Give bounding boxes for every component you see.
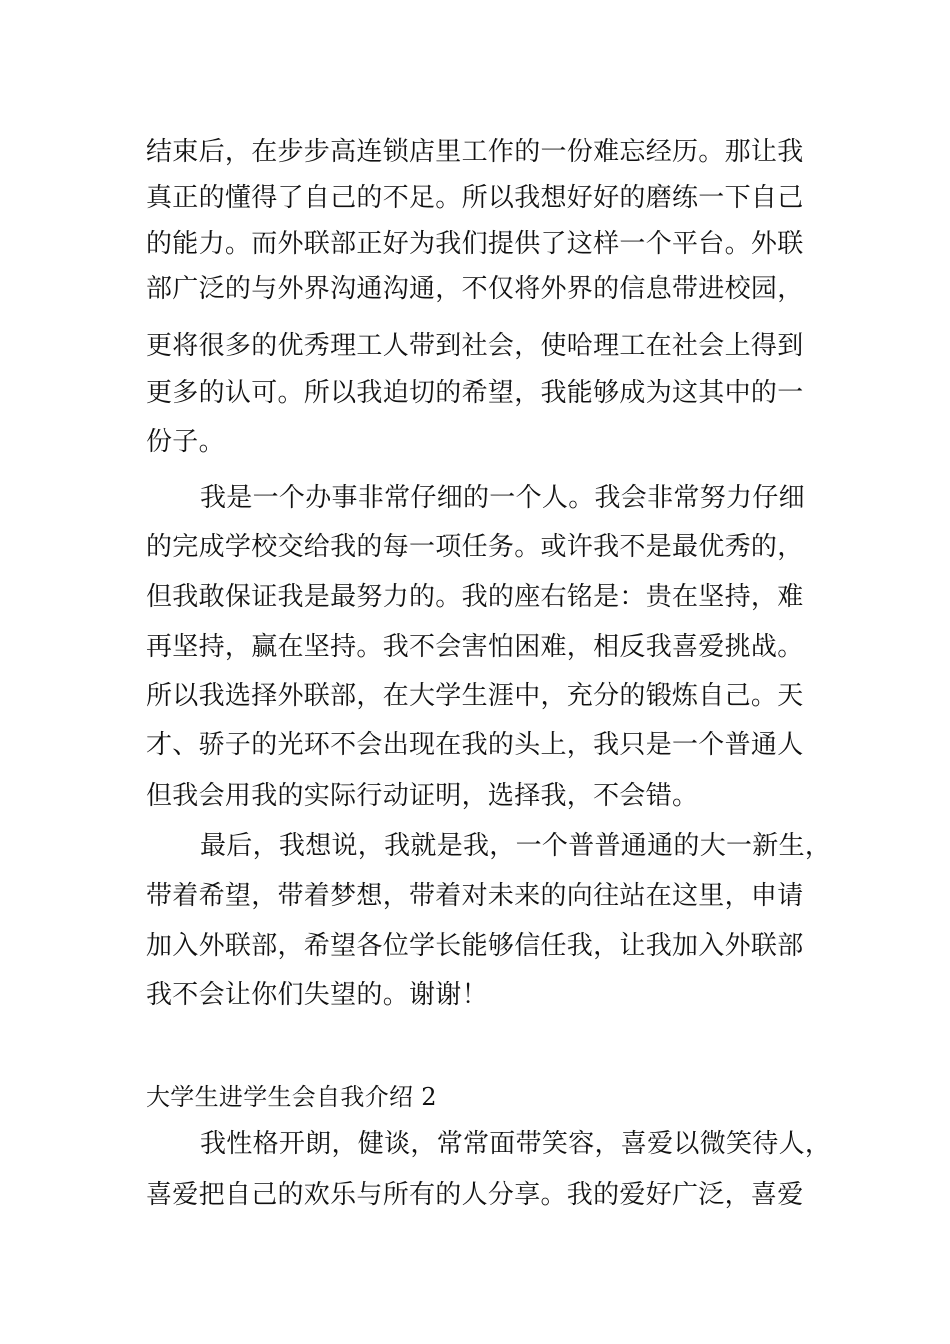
text-line: 喜爱把自己的欢乐与所有的人分享。我的爱好广泛，喜爱 <box>146 1180 804 1210</box>
text-line: 但我敢保证我是最努力的。我的座右铭是：贵在坚持，难 <box>146 582 804 612</box>
text-line: 所以我选择外联部，在大学生涯中，充分的锻炼自己。天 <box>146 681 804 711</box>
text-line: 更将很多的优秀理工人带到社会，使哈理工在社会上得到 <box>146 331 804 361</box>
text-line: 再坚持，赢在坚持。我不会害怕困难，相反我喜爱挑战。 <box>146 632 804 662</box>
text-line: 真正的懂得了自己的不足。所以我想好好的磨练一下自己 <box>146 183 804 213</box>
text-line: 才、骄子的光环不会出现在我的头上，我只是一个普通人 <box>146 730 804 760</box>
text-line: 更多的认可。所以我迫切的希望，我能够成为这其中的一 <box>146 378 804 408</box>
text-line: 部广泛的与外界沟通沟通，不仅将外界的信息带进校园， <box>146 274 804 304</box>
text-line: 但我会用我的实际行动证明，选择我，不会错。 <box>146 781 699 811</box>
text-line: 的能力。而外联部正好为我们提供了这样一个平台。外联 <box>146 229 804 259</box>
text-line: 带着希望，带着梦想，带着对未来的向往站在这里，申请 <box>146 881 804 911</box>
text-line: 的完成学校交给我的每一项任务。或许我不是最优秀的， <box>146 532 804 562</box>
text-line: 我不会让你们失望的。谢谢！ <box>146 980 488 1010</box>
text-line: 我是一个办事非常仔细的一个人。我会非常努力仔细 <box>200 483 805 513</box>
text-line: 最后，我想说，我就是我，一个普普通通的大一新生， <box>200 831 832 861</box>
section-title: 大学生进学生会自我介绍 2 <box>146 1083 437 1111</box>
text-line: 我性格开朗，健谈，常常面带笑容，喜爱以微笑待人， <box>200 1129 832 1159</box>
text-line: 份子。 <box>146 427 225 457</box>
text-line: 结束后，在步步高连锁店里工作的一份难忘经历。那让我 <box>146 137 804 167</box>
text-line: 加入外联部，希望各位学长能够信任我，让我加入外联部 <box>146 931 804 961</box>
